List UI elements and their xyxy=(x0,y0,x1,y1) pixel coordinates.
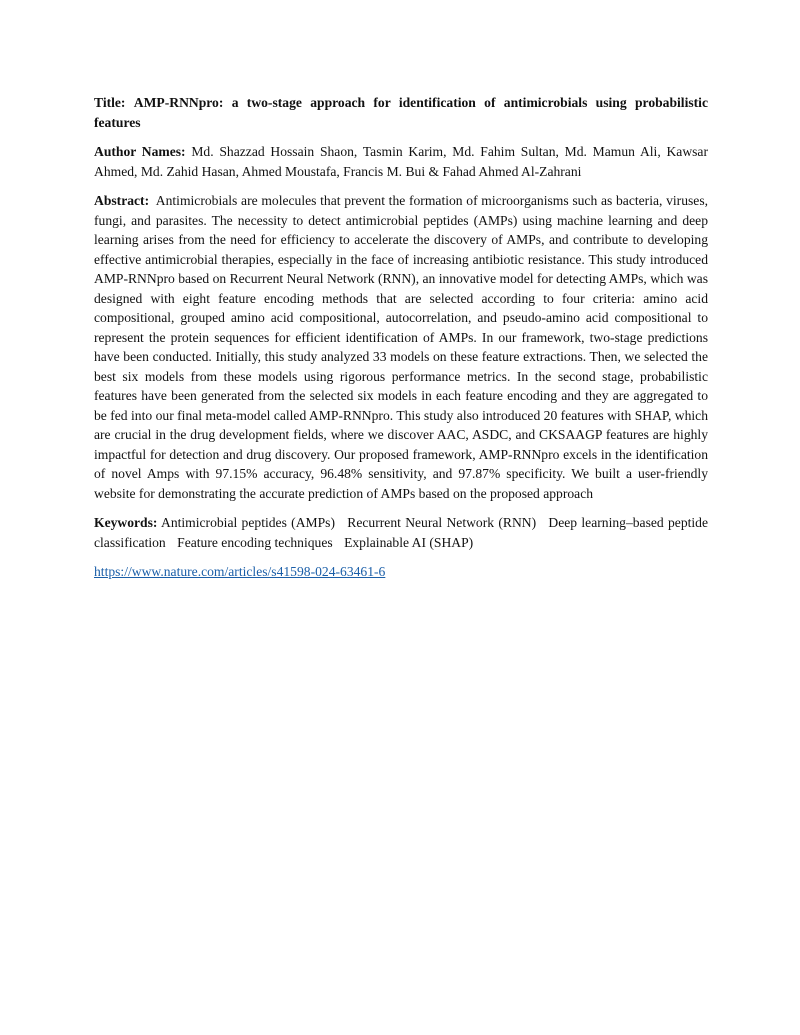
authors-label: Author Names: xyxy=(94,144,186,159)
abstract-text: Antimicrobials are molecules that prevent the formation of microorganisms such as bacteria, viruses, fungi, and parasites. The necessity to detect antimicrobial peptides (AMPs) using machine learning and deep learning arises from the need for efficiency to accelerate the discovery of AMPs, and contribute to developing effective antimicrobial therapies, especially in the face of increasing antibiotic resistance. This study introduced AMP-RNNpro based on Recurrent Neural Network (RNN), an innovative model for detecting AMPs, which was designed with eight feature encoding methods that are selected according to four criteria: amino acid compositional, grouped amino acid compositional, autocorrelation, and pseudo-amino acid compositional to represent the protein sequences for efficient identification of AMPs. In our framework, two-stage predictions have been conducted. Initially, this study analyzed 33 models on these feature extractions. Then, we selected the best six models from these models using rigorous performance metrics. In the second stage, probabilistic features have been generated from the selected six models in each feature encoding and they are aggregated to be fed into our final meta-model called AMP-RNNpro. This study also introduced 20 features with SHAP, which are crucial in the drug development fields, where we discover AAC, ASDC, and CKSAAGP features are highly impactful for detection and drug discovery. Our proposed framework, AMP-RNNpro excels in the identification of novel Amps with 97.15% accuracy, 96.48% sensitivity, and 97.87% specificity. We built a user-friendly website for demonstrating the accurate prediction of AMPs based on the proposed approach xyxy=(94,193,709,501)
keyword-item: Deep learning–based peptide classification xyxy=(94,515,709,550)
abstract-label: Abstract: xyxy=(94,193,150,208)
author-names: Md. Shazzad Hossain Shaon, Tasmin Karim, Md. Fahim Sultan, Md. Mamun Ali, Kawsar Ahmed, Md. Zahid Hasan, Ahmed Moustafa, Francis M. Bui & Fahad Ahmed Al-Zahrani xyxy=(94,144,708,179)
keyword-item: Explainable AI (SHAP) xyxy=(344,534,474,550)
keywords-paragraph xyxy=(94,513,708,552)
paper-title: AMP-RNNpro: a two-stage approach for identification of antimicrobials using probabilistic features xyxy=(94,95,708,130)
abstract-paragraph xyxy=(94,191,708,503)
title-paragraph xyxy=(94,93,708,132)
keyword-item: Recurrent Neural Network (RNN) xyxy=(347,515,537,530)
article-link[interactable]: https://www.nature.com/articles/s41598-024-63461-6 xyxy=(94,564,386,579)
article-link-paragraph xyxy=(94,562,708,582)
keyword-item: Feature encoding techniques xyxy=(177,534,333,550)
title-label: Title: xyxy=(94,95,126,110)
document-page xyxy=(94,93,708,582)
authors-paragraph xyxy=(94,142,708,181)
keywords-label: Keywords: xyxy=(94,515,158,530)
keyword-item: Antimicrobial peptides (AMPs) xyxy=(161,515,335,530)
